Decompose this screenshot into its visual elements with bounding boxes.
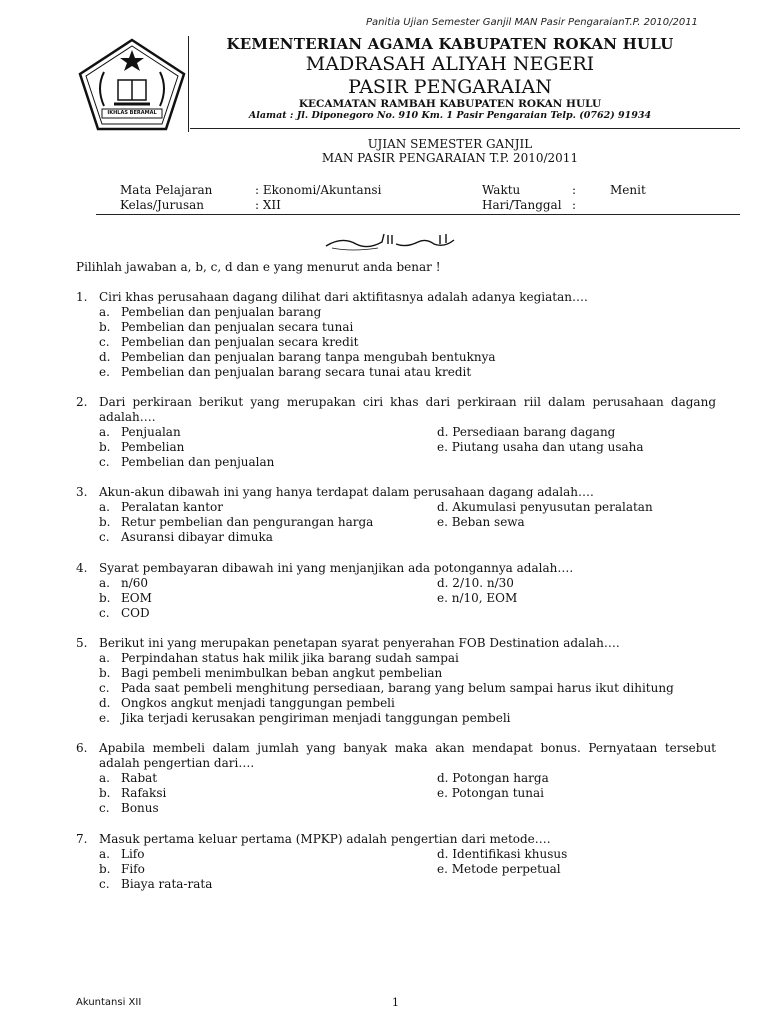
question-text: Syarat pembayaran dibawah ini yang menjanjikan ada potongannya adalah…. (99, 561, 574, 575)
info-rule (96, 214, 740, 215)
option-c: c. Biaya rata-rata (99, 877, 213, 891)
question-6 (76, 741, 716, 816)
question-text: Ciri khas perusahaan dagang dilihat dari aktifitasnya adalah adanya kegiatan…. (99, 290, 588, 304)
option-e: e. Beban sewa (437, 515, 525, 529)
question-number: 1. (76, 290, 88, 304)
option-d: d. 2/10. n/30 (437, 576, 514, 590)
logo-motto: IKHLAS BERAMAL (107, 110, 157, 116)
question-text: Berikut ini yang merupakan penetapan syarat penyerahan FOB Destination adalah…. (99, 636, 620, 650)
instruction: Pilihlah jawaban a, b, c, d dan e yang menurut anda benar ! (76, 260, 441, 274)
question-2 (76, 395, 716, 470)
option-d: d. Persediaan barang dagang (437, 425, 616, 439)
option-a: a. Pembelian dan penjualan barang (99, 305, 322, 319)
option-b: b. Rafaksi (99, 786, 167, 800)
option-a: a. Peralatan kantor (99, 500, 223, 514)
time-unit: Menit (610, 183, 646, 197)
question-1 (76, 290, 716, 380)
question-text: Dari perkiraan berikut yang merupakan ciri khas dari perkiraan riil dalam perusahaan dagang adalah…. (99, 395, 716, 424)
option-b: b. Fifo (99, 862, 145, 876)
option-d: d. Potongan harga (437, 771, 549, 785)
exam-subtitle: MAN PASIR PENGARAIAN T.P. 2010/2011 (321, 151, 579, 165)
question-3 (76, 485, 716, 545)
header-address: Alamat : Jl. Diponegoro No. 910 Km. 1 Pasir Pengaraian Telp. (0762) 91934 (248, 110, 652, 121)
option-e: e. n/10, EOM (437, 591, 518, 605)
option-b: b. Bagi pembeli menimbulkan beban angkut pembelian (99, 666, 443, 680)
header-district: KECAMATAN RAMBAH KABUPATEN ROKAN HULU (298, 98, 602, 110)
date-colon: : (572, 198, 577, 212)
running-header: Panitia Ujian Semester Ganjil MAN Pasir PengaraianT.P. 2010/2011 (366, 17, 698, 28)
subject-label: Mata Pelajaran (120, 183, 213, 197)
question-number: 3. (76, 485, 88, 499)
question-text: Apabila membeli dalam jumlah yang banyak maka akan mendapat bonus. Pernyataan tersebut adalah pengertian dari…. (99, 741, 716, 770)
option-d: d. Ongkos angkut menjadi tanggungan pembeli (99, 696, 395, 710)
option-b: b. Retur pembelian dan pengurangan harga (99, 515, 374, 529)
option-d: d. Identifikasi khusus (437, 847, 568, 861)
option-c: c. COD (99, 606, 150, 620)
ministry-logo (74, 36, 190, 132)
option-c: c. Pada saat pembeli menghitung persediaan, barang yang belum sampai harus ikut dihitung (99, 681, 674, 695)
header-city: PASIR PENGARAIAN (348, 76, 552, 98)
footer-subject: Akuntansi XII (76, 997, 142, 1008)
question-number: 7. (76, 832, 88, 846)
header-school: MADRASAH ALIYAH NEGERI (305, 53, 595, 75)
header-rule (190, 128, 740, 129)
page-number: 1 (392, 996, 399, 1009)
option-a: a. Perpindahan status hak milik jika barang sudah sampai (99, 651, 459, 665)
option-e: e. Metode perpetual (437, 862, 561, 876)
option-b: b. Pembelian (99, 440, 185, 454)
question-text: Akun-akun dibawah ini yang hanya terdapat dalam perusahaan dagang adalah…. (99, 485, 594, 499)
class-value: : XII (255, 198, 281, 212)
option-a: a. Lifo (99, 847, 145, 861)
option-c: c. Asuransi dibayar dimuka (99, 530, 273, 544)
header-divider (188, 36, 189, 132)
option-e: e. Jika terjadi kerusakan pengiriman menjadi tanggungan pembeli (99, 711, 511, 725)
subject-value: : Ekonomi/Akuntansi (255, 183, 382, 197)
date-label: Hari/Tanggal (482, 198, 562, 212)
question-4 (76, 561, 716, 621)
question-5 (76, 636, 716, 726)
option-e: e. Piutang usaha dan utang usaha (437, 440, 644, 454)
question-number: 4. (76, 561, 88, 575)
time-colon: : (572, 183, 577, 197)
option-c: c. Bonus (99, 801, 159, 815)
question-number: 2. (76, 395, 88, 409)
question-text: Masuk pertama keluar pertama (MPKP) adalah pengertian dari metode…. (99, 832, 551, 846)
option-d: d. Pembelian dan penjualan barang tanpa mengubah bentuknya (99, 350, 496, 364)
exam-title: UJIAN SEMESTER GANJIL (367, 137, 533, 151)
question-number: 5. (76, 636, 88, 650)
option-c: c. Pembelian dan penjualan secara kredit (99, 335, 359, 349)
option-a: a. Rabat (99, 771, 158, 785)
option-e: e. Pembelian dan penjualan barang secara tunai atau kredit (99, 365, 472, 379)
time-label: Waktu (482, 183, 521, 197)
basmala-calligraphy (322, 230, 462, 256)
option-b: b. EOM (99, 591, 152, 605)
option-a: a. n/60 (99, 576, 149, 590)
class-label: Kelas/Jurusan (120, 198, 204, 212)
option-c: c. Pembelian dan penjualan (99, 455, 275, 469)
option-e: e. Potongan tunai (437, 786, 544, 800)
option-b: b. Pembelian dan penjualan secara tunai (99, 320, 354, 334)
question-7 (76, 832, 716, 892)
question-number: 6. (76, 741, 88, 755)
option-d: d. Akumulasi penyusutan peralatan (437, 500, 653, 514)
header-ministry: KEMENTERIAN AGAMA KABUPATEN ROKAN HULU (226, 35, 674, 53)
option-a: a. Penjualan (99, 425, 181, 439)
